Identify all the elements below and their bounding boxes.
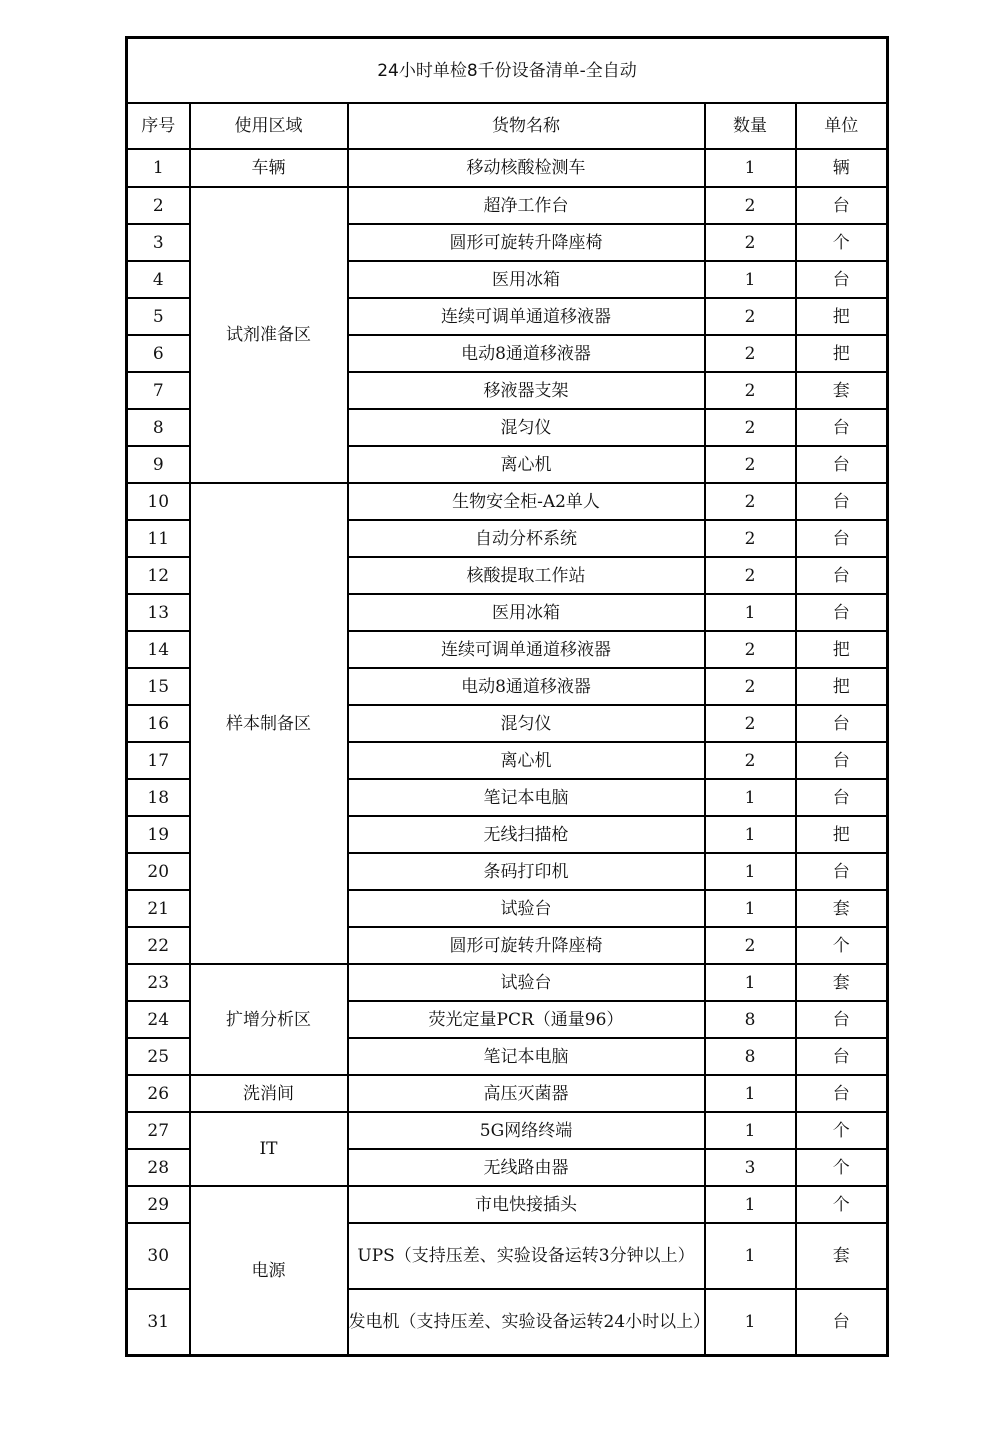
row-index: 17 xyxy=(127,742,190,779)
row-index: 18 xyxy=(127,779,190,816)
item-qty: 8 xyxy=(705,1001,796,1038)
item-unit: 台 xyxy=(796,705,888,742)
item-qty: 2 xyxy=(705,298,796,335)
item-name: 连续可调单通道移液器 xyxy=(348,298,705,335)
area-cell: 洗消间 xyxy=(190,1075,348,1112)
item-unit: 台 xyxy=(796,594,888,631)
table-row xyxy=(127,149,888,187)
item-unit: 辆 xyxy=(796,149,888,187)
item-qty: 1 xyxy=(705,853,796,890)
header-unit: 单位 xyxy=(796,103,888,149)
item-unit: 台 xyxy=(796,1075,888,1112)
item-unit: 台 xyxy=(796,557,888,594)
item-unit: 把 xyxy=(796,335,888,372)
item-qty: 2 xyxy=(705,372,796,409)
row-index: 27 xyxy=(127,1112,190,1149)
row-index: 1 xyxy=(127,149,190,187)
area-cell: 扩增分析区 xyxy=(190,964,348,1075)
row-index: 13 xyxy=(127,594,190,631)
row-index: 10 xyxy=(127,483,190,520)
item-name: 生物安全柜-A2单人 xyxy=(348,483,705,520)
item-name: 混匀仪 xyxy=(348,705,705,742)
item-name: 市电快接插头 xyxy=(348,1186,705,1223)
item-qty: 2 xyxy=(705,483,796,520)
row-index: 8 xyxy=(127,409,190,446)
item-qty: 2 xyxy=(705,557,796,594)
row-index: 21 xyxy=(127,890,190,927)
item-qty: 1 xyxy=(705,1186,796,1223)
item-qty: 2 xyxy=(705,705,796,742)
item-unit: 台 xyxy=(796,483,888,520)
item-unit: 个 xyxy=(796,1149,888,1186)
row-index: 31 xyxy=(127,1289,190,1356)
area-cell: 样本制备区 xyxy=(190,483,348,964)
row-index: 2 xyxy=(127,187,190,224)
item-qty: 2 xyxy=(705,446,796,483)
item-name: 发电机（支持压差、实验设备运转24小时以上） xyxy=(348,1289,705,1356)
item-unit: 把 xyxy=(796,298,888,335)
item-qty: 2 xyxy=(705,224,796,261)
item-qty: 1 xyxy=(705,816,796,853)
row-index: 6 xyxy=(127,335,190,372)
header-index: 序号 xyxy=(127,103,190,149)
table-title: 24小时单检8千份设备清单-全自动 xyxy=(127,38,888,104)
item-qty: 1 xyxy=(705,149,796,187)
header-row xyxy=(127,103,888,149)
row-index: 24 xyxy=(127,1001,190,1038)
row-index: 11 xyxy=(127,520,190,557)
row-index: 26 xyxy=(127,1075,190,1112)
item-name: 自动分杯系统 xyxy=(348,520,705,557)
item-qty: 1 xyxy=(705,261,796,298)
row-index: 28 xyxy=(127,1149,190,1186)
table-row xyxy=(127,187,888,224)
title-row xyxy=(127,38,888,104)
row-index: 29 xyxy=(127,1186,190,1223)
area-cell: IT xyxy=(190,1112,348,1186)
item-name: 连续可调单通道移液器 xyxy=(348,631,705,668)
item-unit: 台 xyxy=(796,520,888,557)
item-unit: 套 xyxy=(796,372,888,409)
equipment-table xyxy=(125,36,889,1357)
item-qty: 8 xyxy=(705,1038,796,1075)
table-row xyxy=(127,964,888,1001)
item-qty: 2 xyxy=(705,668,796,705)
item-unit: 台 xyxy=(796,1001,888,1038)
row-index: 22 xyxy=(127,927,190,964)
table-row xyxy=(127,1075,888,1112)
row-index: 7 xyxy=(127,372,190,409)
item-name: 试验台 xyxy=(348,964,705,1001)
item-name: 无线路由器 xyxy=(348,1149,705,1186)
item-unit: 个 xyxy=(796,224,888,261)
item-unit: 台 xyxy=(796,742,888,779)
header-qty: 数量 xyxy=(705,103,796,149)
item-name: 圆形可旋转升降座椅 xyxy=(348,224,705,261)
area-cell: 车辆 xyxy=(190,149,348,187)
row-index: 16 xyxy=(127,705,190,742)
item-unit: 台 xyxy=(796,446,888,483)
item-qty: 1 xyxy=(705,1075,796,1112)
item-unit: 把 xyxy=(796,668,888,705)
item-name: 电动8通道移液器 xyxy=(348,668,705,705)
row-index: 20 xyxy=(127,853,190,890)
item-qty: 2 xyxy=(705,520,796,557)
header-name: 货物名称 xyxy=(348,103,705,149)
table-row xyxy=(127,483,888,520)
item-unit: 台 xyxy=(796,409,888,446)
row-index: 15 xyxy=(127,668,190,705)
item-name: 离心机 xyxy=(348,446,705,483)
item-qty: 2 xyxy=(705,335,796,372)
item-name: 笔记本电脑 xyxy=(348,1038,705,1075)
item-unit: 个 xyxy=(796,1186,888,1223)
row-index: 30 xyxy=(127,1223,190,1289)
area-cell: 电源 xyxy=(190,1186,348,1356)
area-cell: 试剂准备区 xyxy=(190,187,348,483)
item-name: 电动8通道移液器 xyxy=(348,335,705,372)
item-name: 超净工作台 xyxy=(348,187,705,224)
item-name: 条码打印机 xyxy=(348,853,705,890)
item-unit: 台 xyxy=(796,779,888,816)
item-qty: 1 xyxy=(705,1112,796,1149)
item-unit: 台 xyxy=(796,1289,888,1356)
item-qty: 1 xyxy=(705,1223,796,1289)
item-unit: 台 xyxy=(796,261,888,298)
item-name: 5G网络终端 xyxy=(348,1112,705,1149)
row-index: 25 xyxy=(127,1038,190,1075)
item-qty: 2 xyxy=(705,927,796,964)
item-unit: 把 xyxy=(796,631,888,668)
item-qty: 1 xyxy=(705,779,796,816)
item-qty: 2 xyxy=(705,187,796,224)
item-qty: 1 xyxy=(705,890,796,927)
item-qty: 3 xyxy=(705,1149,796,1186)
item-unit: 台 xyxy=(796,853,888,890)
item-unit: 套 xyxy=(796,1223,888,1289)
item-name: 笔记本电脑 xyxy=(348,779,705,816)
item-name: 荧光定量PCR（通量96） xyxy=(348,1001,705,1038)
item-unit: 个 xyxy=(796,1112,888,1149)
item-unit: 台 xyxy=(796,1038,888,1075)
item-unit: 把 xyxy=(796,816,888,853)
item-qty: 1 xyxy=(705,594,796,631)
row-index: 23 xyxy=(127,964,190,1001)
item-unit: 台 xyxy=(796,187,888,224)
row-index: 12 xyxy=(127,557,190,594)
item-name: 移动核酸检测车 xyxy=(348,149,705,187)
item-unit: 套 xyxy=(796,964,888,1001)
item-unit: 个 xyxy=(796,927,888,964)
item-name: 圆形可旋转升降座椅 xyxy=(348,927,705,964)
row-index: 9 xyxy=(127,446,190,483)
item-name: 医用冰箱 xyxy=(348,261,705,298)
row-index: 4 xyxy=(127,261,190,298)
item-name: 离心机 xyxy=(348,742,705,779)
item-qty: 1 xyxy=(705,1289,796,1356)
item-qty: 2 xyxy=(705,742,796,779)
item-qty: 1 xyxy=(705,964,796,1001)
table-row xyxy=(127,1186,888,1223)
item-qty: 2 xyxy=(705,409,796,446)
item-name: 高压灭菌器 xyxy=(348,1075,705,1112)
item-name: 无线扫描枪 xyxy=(348,816,705,853)
item-name: 试验台 xyxy=(348,890,705,927)
item-name: 医用冰箱 xyxy=(348,594,705,631)
item-name: 核酸提取工作站 xyxy=(348,557,705,594)
row-index: 5 xyxy=(127,298,190,335)
item-name: 移液器支架 xyxy=(348,372,705,409)
item-name: UPS（支持压差、实验设备运转3分钟以上） xyxy=(348,1223,705,1289)
row-index: 14 xyxy=(127,631,190,668)
header-area: 使用区域 xyxy=(190,103,348,149)
row-index: 3 xyxy=(127,224,190,261)
item-qty: 2 xyxy=(705,631,796,668)
table-row xyxy=(127,1112,888,1149)
item-name: 混匀仪 xyxy=(348,409,705,446)
row-index: 19 xyxy=(127,816,190,853)
item-unit: 套 xyxy=(796,890,888,927)
